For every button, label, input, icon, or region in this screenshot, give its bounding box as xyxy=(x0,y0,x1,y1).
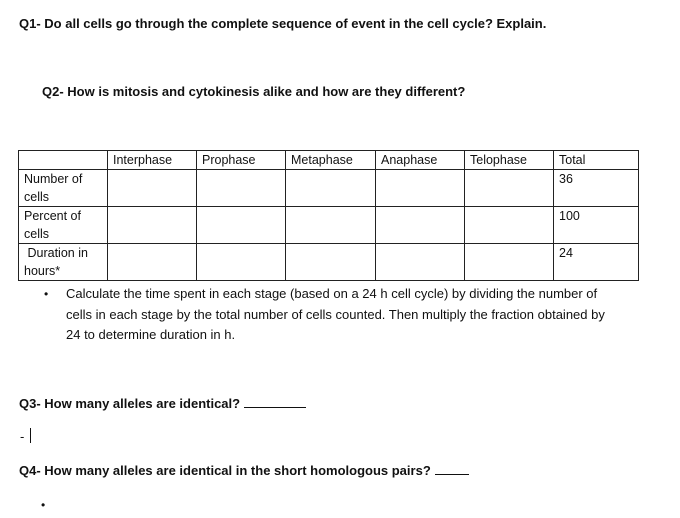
answer-blank-q3[interactable] xyxy=(244,395,306,408)
cell-number-metaphase[interactable] xyxy=(286,170,376,207)
cell-percent-total: 100 xyxy=(554,207,639,244)
cell-number-anaphase[interactable] xyxy=(376,170,465,207)
cell-number-interphase[interactable] xyxy=(108,170,197,207)
table-header-row xyxy=(19,151,639,170)
answer-line[interactable] xyxy=(20,428,31,444)
table-row xyxy=(19,244,639,281)
cell-percent-telophase[interactable] xyxy=(465,207,554,244)
cell-number-prophase[interactable] xyxy=(197,170,286,207)
question-1: Q1- Do all cells go through the complete sequence of event in the cell cycle? Explain. xyxy=(19,16,547,31)
question-3 xyxy=(19,395,306,411)
cell-cycle-table xyxy=(18,150,639,281)
cell-duration-total: 24 xyxy=(554,244,639,281)
header-telophase: Telophase xyxy=(465,151,554,170)
question-3-text: Q3- How many alleles are identical? xyxy=(19,396,241,411)
cell-percent-interphase[interactable] xyxy=(108,207,197,244)
cell-percent-metaphase[interactable] xyxy=(286,207,376,244)
header-anaphase: Anaphase xyxy=(376,151,465,170)
cell-duration-telophase[interactable] xyxy=(465,244,554,281)
answer-blank-q4[interactable] xyxy=(435,462,469,475)
row-label-percent: Percent of cells xyxy=(19,207,108,244)
cell-number-telophase[interactable] xyxy=(465,170,554,207)
cell-duration-anaphase[interactable] xyxy=(376,244,465,281)
cell-duration-interphase[interactable] xyxy=(108,244,197,281)
text-cursor xyxy=(30,428,31,443)
instruction-text: Calculate the time spent in each stage (based on a 24 h cell cycle) by dividing the number of cells in each stage by the total number of cells counted. Then multiply the fraction obtained by 24 to determine duration in h. xyxy=(66,286,605,342)
bullet-dot: • xyxy=(44,287,49,301)
header-prophase: Prophase xyxy=(197,151,286,170)
cell-percent-prophase[interactable] xyxy=(197,207,286,244)
cell-duration-prophase[interactable] xyxy=(197,244,286,281)
header-empty xyxy=(19,151,108,170)
question-4 xyxy=(19,462,469,478)
question-2: Q2- How is mitosis and cytokinesis alike and how are they different? xyxy=(42,84,466,99)
header-interphase: Interphase xyxy=(108,151,197,170)
table-row xyxy=(19,207,639,244)
bullet-dot-bottom: • xyxy=(41,498,46,512)
header-total: Total xyxy=(554,151,639,170)
table-row xyxy=(19,170,639,207)
cell-duration-metaphase[interactable] xyxy=(286,244,376,281)
dash-marker: - xyxy=(20,429,25,444)
row-label-number: Number of cells xyxy=(19,170,108,207)
cell-number-total: 36 xyxy=(554,170,639,207)
cell-percent-anaphase[interactable] xyxy=(376,207,465,244)
row-label-duration: Duration in hours* xyxy=(19,244,108,281)
question-4-text: Q4- How many alleles are identical in the short homologous pairs? xyxy=(19,463,431,478)
header-metaphase: Metaphase xyxy=(286,151,376,170)
